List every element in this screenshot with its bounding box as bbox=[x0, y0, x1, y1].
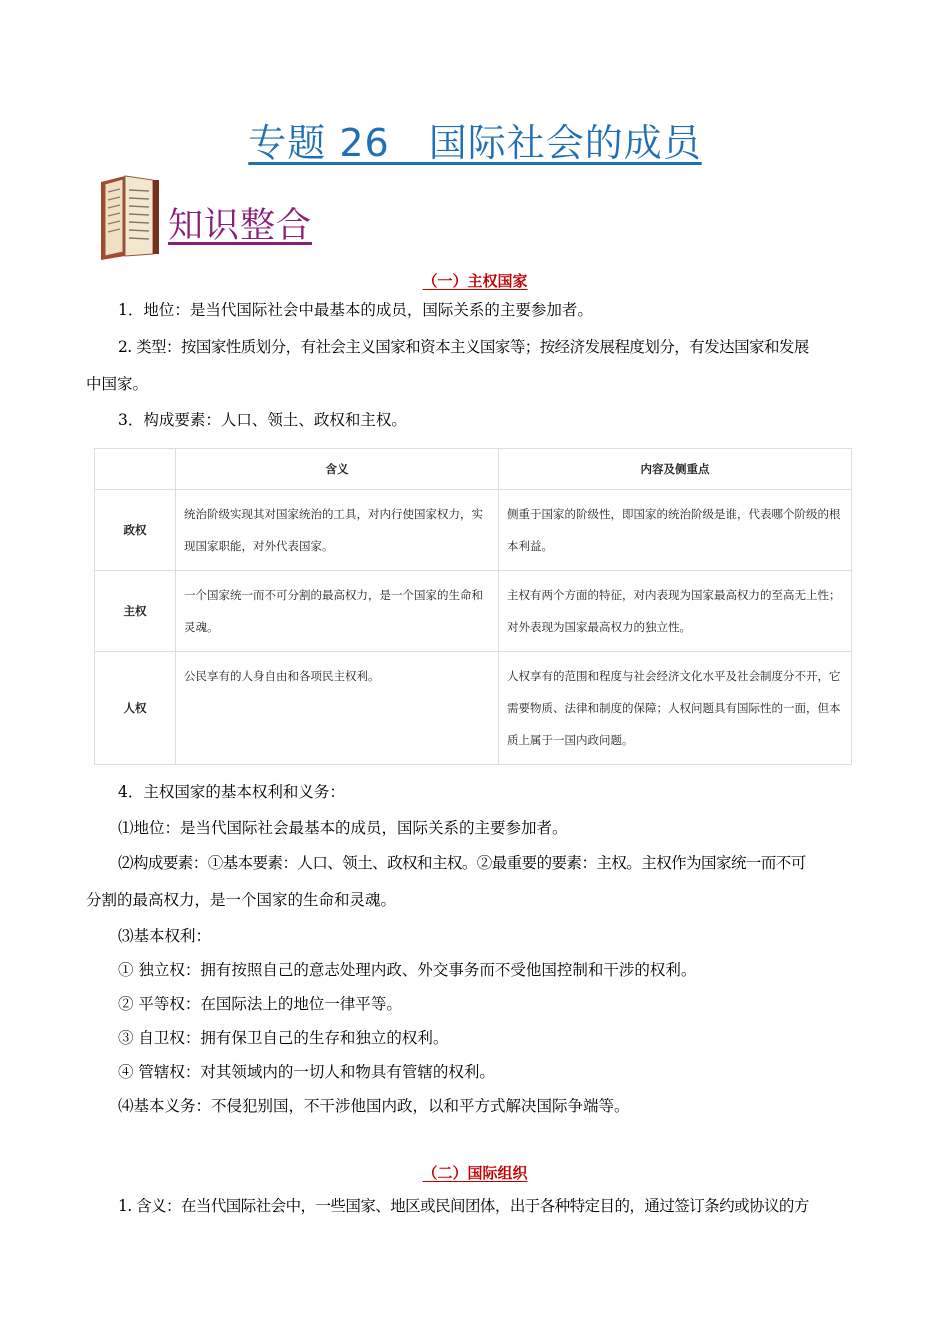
paragraph-elements: 3．构成要素：人口、领土、政权和主权。 bbox=[118, 411, 407, 429]
subhead-sovereign-state: （一）主权国家 bbox=[422, 272, 528, 290]
list-item-self-defense: ③ 自卫权：拥有保卫自己的生存和独立的权利。 bbox=[118, 1029, 449, 1047]
book-icon bbox=[95, 172, 165, 260]
table-header-cell: 内容及侧重点 bbox=[499, 449, 852, 490]
concept-table bbox=[94, 448, 852, 765]
paragraph-composition: ⑵构成要素：①基本要素：人口、领土、政权和主权。②最重要的要素：主权。主权作为国家统一而不可 bbox=[118, 854, 806, 872]
table-header-row bbox=[95, 449, 852, 490]
paragraph-rights-duties: 4．主权国家的基本权利和义务： bbox=[118, 783, 345, 801]
section-banner: 知识整合 bbox=[168, 206, 313, 246]
paragraph-basic-rights: ⑶基本权利： bbox=[118, 927, 212, 945]
table-cell-content: 人权享有的范围和程度与社会经济文化水平及社会制度分不开，它需要物质、法律和制度的保障；人权问题具有国际性的一面，但本质上属于一国内政问题。 bbox=[499, 652, 852, 765]
paragraph-types: 2. 类型：按国家性质划分，有社会主义国家和资本主义国家等；按经济发展程度划分，有发达国家和发展 bbox=[118, 338, 809, 356]
subhead-intl-org: （二）国际组织 bbox=[422, 1164, 528, 1182]
table-row-name: 主权 bbox=[95, 571, 176, 652]
paragraph-types-cont: 中国家。 bbox=[86, 375, 149, 393]
table-row bbox=[95, 490, 852, 571]
paragraph-basic-duties: ⑷基本义务：不侵犯别国，不干涉他国内政，以和平方式解决国际争端等。 bbox=[118, 1097, 630, 1115]
paragraph-composition-cont: 分割的最高权力，是一个国家的生命和灵魂。 bbox=[86, 891, 397, 909]
list-item-independence: ① 独立权：拥有按照自己的意志处理内政、外交事务而不受他国控制和干涉的权利。 bbox=[118, 961, 697, 979]
table-cell-content: 主权有两个方面的特征，对内表现为国家最高权力的至高无上性；对外表现为国家最高权力的独立性。 bbox=[499, 571, 852, 652]
table-cell-meaning: 统治阶级实现其对国家统治的工具，对内行使国家权力，实现国家职能，对外代表国家。 bbox=[176, 490, 499, 571]
table-header-cell: 含义 bbox=[176, 449, 499, 490]
list-item-jurisdiction: ④ 管辖权：对其领域内的一切人和物具有管辖的权利。 bbox=[118, 1063, 495, 1081]
paragraph-definition: 1. 含义：在当代国际社会中，一些国家、地区或民间团体，出于各种特定目的，通过签订条约或协议的方 bbox=[118, 1197, 809, 1215]
table-row-name: 人权 bbox=[95, 652, 176, 765]
table-cell-meaning: 公民享有的人身自由和各项民主权利。 bbox=[176, 652, 499, 765]
list-item-equality: ② 平等权：在国际法上的地位一律平等。 bbox=[118, 995, 402, 1013]
table-header-cell bbox=[95, 449, 176, 490]
table-row bbox=[95, 571, 852, 652]
paragraph-status-2: ⑴地位：是当代国际社会最基本的成员，国际关系的主要参加者。 bbox=[118, 819, 568, 837]
table-cell-meaning: 一个国家统一而不可分割的最高权力，是一个国家的生命和灵魂。 bbox=[176, 571, 499, 652]
table-row-name: 政权 bbox=[95, 490, 176, 571]
paragraph-status: 1．地位：是当代国际社会中最基本的成员，国际关系的主要参加者。 bbox=[118, 301, 593, 319]
table-cell-content: 侧重于国家的阶级性，即国家的统治阶级是谁，代表哪个阶级的根本利益。 bbox=[499, 490, 852, 571]
page-title: 专题 26 国际社会的成员 bbox=[248, 121, 702, 165]
table-row bbox=[95, 652, 852, 765]
